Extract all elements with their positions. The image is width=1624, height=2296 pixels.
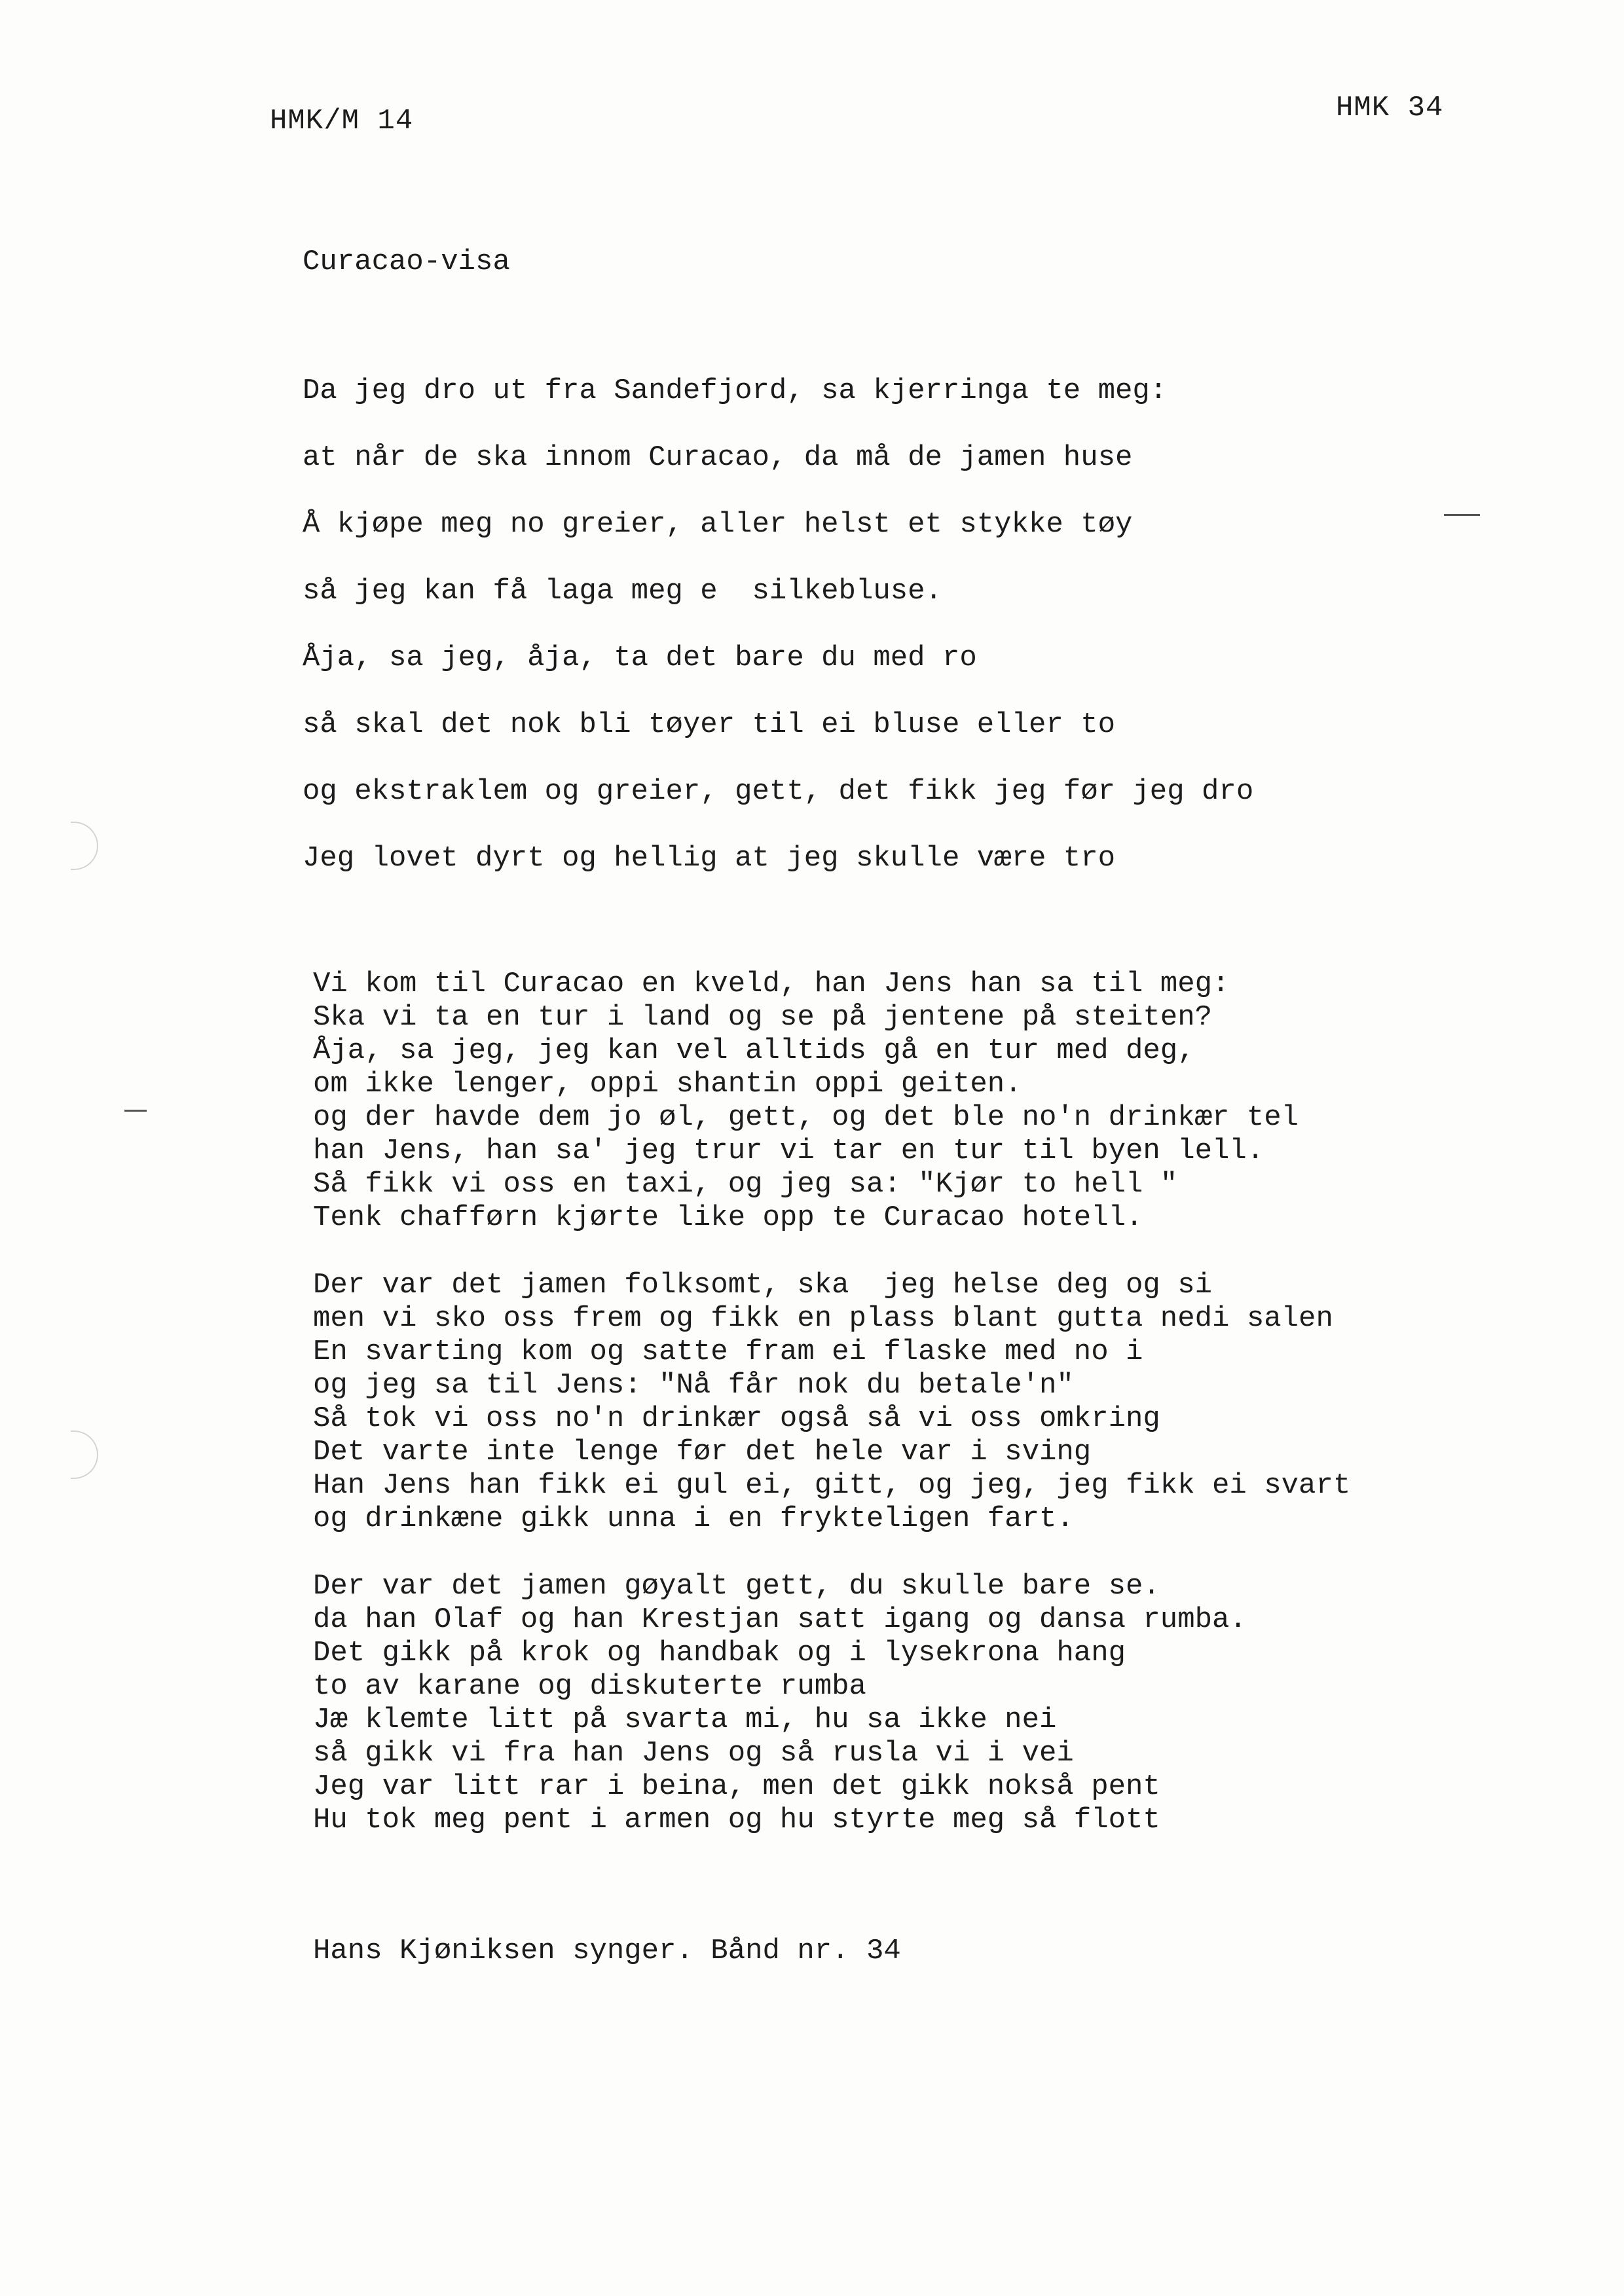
verse-line: Vi kom til Curacao en kveld, han Jens han sa til meg: xyxy=(313,968,1230,1000)
verse-line: En svarting kom og satte fram ei flaske med no i xyxy=(313,1336,1143,1368)
archive-code-left: HMK/M 14 xyxy=(270,105,414,137)
verse-line: Han Jens han fikk ei gul ei, gitt, og jeg, jeg fikk ei svart xyxy=(313,1469,1351,1502)
verse-line: Så fikk vi oss en taxi, og jeg sa: "Kjør to hell " xyxy=(313,1168,1178,1201)
verse-3 xyxy=(313,1269,1350,1536)
verse-line: at når de ska innom Curacao, da må de jamen huse xyxy=(303,441,1133,474)
verse-line: to av karane og diskuterte rumba xyxy=(313,1670,866,1703)
verse-line: Åja, sa jeg, jeg kan vel alltids gå en tur med deg, xyxy=(313,1034,1195,1067)
verse-line: så jeg kan få laga meg e silkebluse. xyxy=(303,575,942,608)
verse-line: Jeg lovet dyrt og hellig at jeg skulle være tro xyxy=(303,842,1116,875)
verse-line: Å kjøpe meg no greier, aller helst et stykke tøy xyxy=(303,508,1133,541)
verse-line: Der var det jamen gøyalt gett, du skulle bare se. xyxy=(313,1570,1160,1603)
punch-hole-mark xyxy=(71,822,98,870)
verse-line: han Jens, han sa' jeg trur vi tar en tur til byen lell. xyxy=(313,1135,1264,1167)
song-title: Curacao-visa xyxy=(303,246,510,278)
verse-line: om ikke lenger, oppi shantin oppi geiten. xyxy=(313,1068,1022,1101)
verse-line: Det gikk på krok og handbak og i lysekrona hang xyxy=(313,1637,1126,1669)
verse-line: og ekstraklem og greier, gett, det fikk jeg før jeg dro xyxy=(303,775,1254,808)
verse-line: Det varte inte lenge før det hele var i sving xyxy=(313,1436,1092,1468)
verse-4 xyxy=(313,1570,1247,1837)
verse-line: da han Olaf og han Krestjan satt igang og dansa rumba. xyxy=(313,1603,1247,1636)
verse-line: så skal det nok bli tøyer til ei bluse eller to xyxy=(303,708,1116,741)
verse-line: Hu tok meg pent i armen og hu styrte meg så flott xyxy=(313,1804,1160,1836)
margin-stroke xyxy=(1444,514,1480,516)
punch-hole-mark xyxy=(71,1430,98,1479)
margin-stroke xyxy=(124,1110,147,1112)
verse-line: Da jeg dro ut fra Sandefjord, sa kjerringa te meg: xyxy=(303,374,1168,407)
verse-line: Der var det jamen folksomt, ska jeg helse deg og si xyxy=(313,1269,1213,1302)
verse-line: og jeg sa til Jens: "Nå får nok du betale'n" xyxy=(313,1369,1074,1402)
verse-line: og der havde dem jo øl, gett, og det ble no'n drinkær tel xyxy=(313,1101,1299,1134)
verse-line: Tenk chafførn kjørte like opp te Curacao hotell. xyxy=(313,1201,1143,1234)
verse-1 xyxy=(303,374,1253,909)
verse-2 xyxy=(313,968,1299,1235)
recording-credit: Hans Kjøniksen synger. Bånd nr. 34 xyxy=(313,1935,901,1967)
archive-code-right: HMK 34 xyxy=(1336,92,1444,124)
verse-line: og drinkæne gikk unna i en frykteligen fart. xyxy=(313,1503,1074,1535)
verse-line: Så tok vi oss no'n drinkær også så vi oss omkring xyxy=(313,1402,1160,1435)
verse-line: Ska vi ta en tur i land og se på jentene på steiten? xyxy=(313,1001,1213,1034)
verse-line: Jæ klemte litt på svarta mi, hu sa ikke nei xyxy=(313,1704,1057,1736)
verse-line: Åja, sa jeg, åja, ta det bare du med ro xyxy=(303,642,977,674)
verse-line: så gikk vi fra han Jens og så rusla vi i vei xyxy=(313,1737,1074,1770)
verse-line: men vi sko oss frem og fikk en plass blant gutta nedi salen xyxy=(313,1302,1333,1335)
verse-line: Jeg var litt rar i beina, men det gikk nokså pent xyxy=(313,1770,1160,1803)
